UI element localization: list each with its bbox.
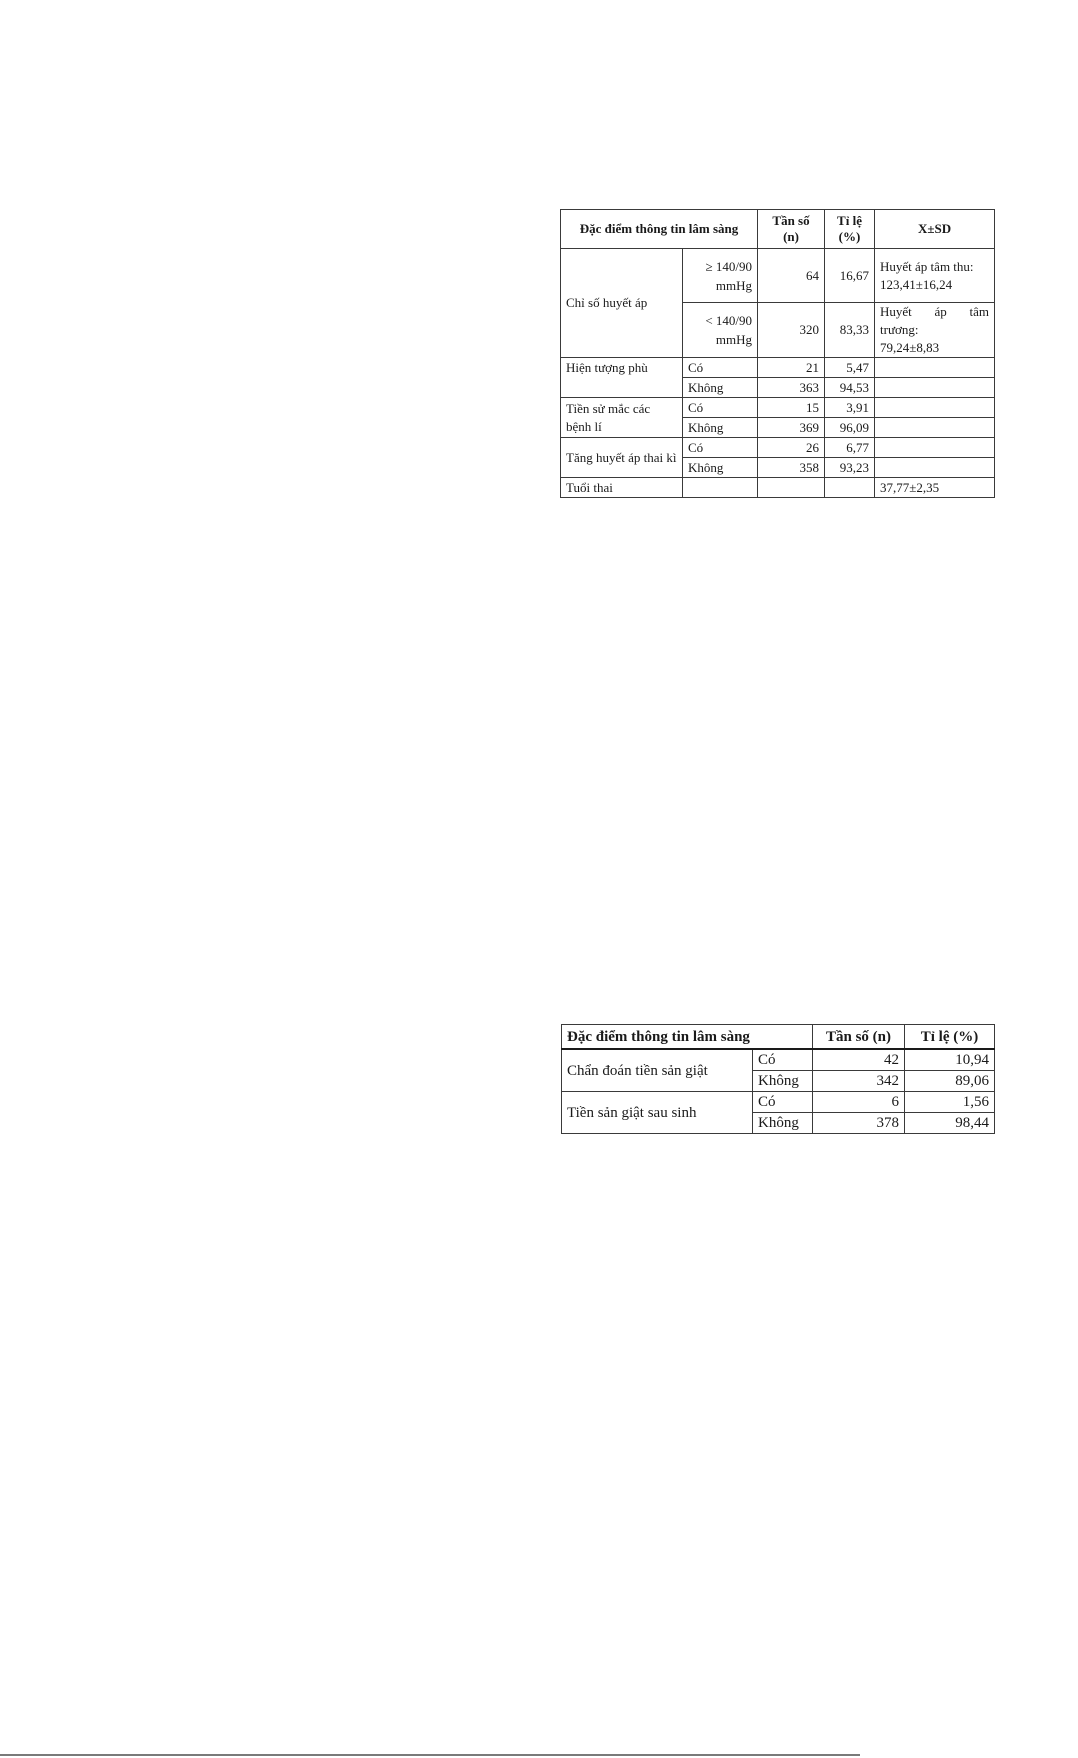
frequency-cell	[758, 478, 825, 498]
clinical-characteristics-table	[560, 209, 995, 498]
sd-value: 79,24±8,83	[880, 340, 940, 355]
mean-sd-cell	[875, 303, 995, 358]
mean-sd-cell	[875, 458, 995, 478]
frequency-cell: 21	[758, 358, 825, 378]
mean-sd-cell	[875, 438, 995, 458]
sub-label: Có	[683, 398, 758, 418]
ratio-cell: 96,09	[825, 418, 875, 438]
ratio-cell: 6,77	[825, 438, 875, 458]
frequency-cell: 42	[813, 1049, 905, 1071]
ratio-cell: 16,67	[825, 249, 875, 303]
group-label-history: Tiền sử mắc các bệnh lí	[561, 398, 683, 438]
table-row	[561, 478, 995, 498]
mean-sd-cell: 37,77±2,35	[875, 478, 995, 498]
mean-sd-cell	[875, 249, 995, 303]
frequency-cell: 6	[813, 1092, 905, 1113]
sub-label: Không	[683, 378, 758, 398]
ratio-cell: 1,56	[905, 1092, 995, 1113]
sub-label: Có	[683, 438, 758, 458]
group-label-gestational-age: Tuổi thai	[561, 478, 683, 498]
sd-label: Huyết áp tâm thu:	[880, 258, 974, 274]
page-bottom-rule	[0, 1754, 860, 1756]
group-label-edema: Hiện tượng phù	[561, 358, 683, 398]
mean-sd-cell	[875, 358, 995, 378]
ratio-cell: 94,53	[825, 378, 875, 398]
frequency-cell: 363	[758, 378, 825, 398]
sd-label: Huyết áp tâm trương:	[880, 304, 990, 337]
frequency-cell: 342	[813, 1071, 905, 1092]
frequency-cell: 15	[758, 398, 825, 418]
frequency-cell: 378	[813, 1113, 905, 1134]
preeclampsia-table	[561, 1024, 995, 1134]
table-row	[561, 398, 995, 418]
sub-label: ≥ 140/90 mmHg	[683, 249, 758, 303]
frequency-cell: 64	[758, 249, 825, 303]
mean-sd-cell	[875, 398, 995, 418]
header-ratio: Tỉ lệ (%)	[905, 1025, 995, 1050]
sub-label: Có	[683, 358, 758, 378]
header-ratio: Tỉ lệ (%)	[825, 210, 875, 249]
table-header-row	[562, 1025, 995, 1050]
ratio-cell: 10,94	[905, 1049, 995, 1071]
sd-value: 123,41±16,24	[880, 276, 953, 292]
header-frequency: Tần số (n)	[758, 210, 825, 249]
group-label-gestational-htn: Tăng huyết áp thai kì	[561, 438, 683, 478]
frequency-cell: 358	[758, 458, 825, 478]
sub-label: Có	[753, 1049, 813, 1071]
table-row	[562, 1049, 995, 1071]
header-characteristic: Đặc điểm thông tin lâm sàng	[561, 210, 758, 249]
table-row	[561, 358, 995, 378]
sub-label: < 140/90 mmHg	[683, 303, 758, 358]
ratio-cell: 89,06	[905, 1071, 995, 1092]
sub-label: Không	[753, 1113, 813, 1134]
group-label-preeclampsia-diagnosis: Chẩn đoán tiền sản giật	[562, 1049, 753, 1092]
header-frequency: Tần số (n)	[813, 1025, 905, 1050]
table-row	[562, 1092, 995, 1113]
sub-label	[683, 478, 758, 498]
frequency-cell: 26	[758, 438, 825, 458]
ratio-cell: 83,33	[825, 303, 875, 358]
frequency-cell: 320	[758, 303, 825, 358]
table-row	[561, 249, 995, 303]
group-label-postpartum-preeclampsia: Tiền sản giật sau sinh	[562, 1092, 753, 1134]
group-label-bp: Chỉ số huyết áp	[561, 249, 683, 358]
ratio-cell: 98,44	[905, 1113, 995, 1134]
sub-label: Không	[683, 458, 758, 478]
table-row	[561, 438, 995, 458]
header-characteristic: Đặc điểm thông tin lâm sàng	[562, 1025, 813, 1050]
ratio-cell: 93,23	[825, 458, 875, 478]
mean-sd-cell	[875, 418, 995, 438]
mean-sd-cell	[875, 378, 995, 398]
ratio-cell: 5,47	[825, 358, 875, 378]
sub-label: Không	[753, 1071, 813, 1092]
frequency-cell: 369	[758, 418, 825, 438]
ratio-cell	[825, 478, 875, 498]
ratio-cell: 3,91	[825, 398, 875, 418]
sub-label: Có	[753, 1092, 813, 1113]
table-header-row	[561, 210, 995, 249]
sub-label: Không	[683, 418, 758, 438]
header-mean-sd: X±SD	[875, 210, 995, 249]
